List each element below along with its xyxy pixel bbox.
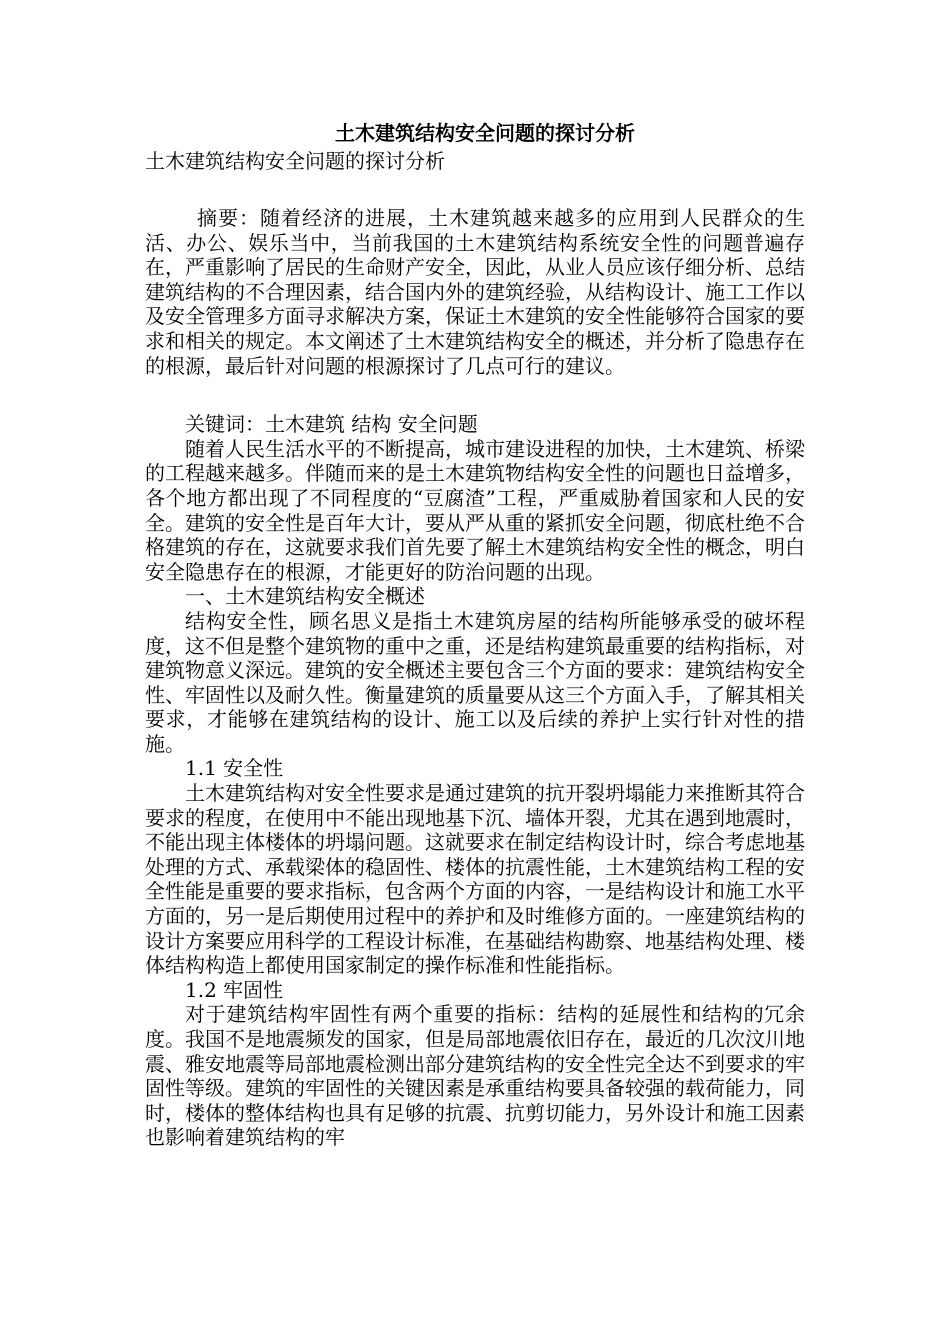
- intro-paragraph: 随着人民生活水平的不断提高，城市建设进程的加快，土木建筑、桥梁的工程越来越多。伴随而来的是土木建筑物结构安全性的问题也日益增多，各个地方都出现了不同程度的“豆腐渣”工程，严重威胁着国家和人民的安全。建筑的安全性是百年大计，要从严从重的紧抓安全问题，彻底杜绝不合格建筑的存在，这就要求我们首先要了解土木建筑结构安全性的概念，明白安全隐患存在的根源，才能更好的防治问题的出现。: [145, 436, 805, 584]
- section-1-2-paragraph: 对于建筑结构牢固性有两个重要的指标：结构的延展性和结构的冗余度。我国不是地震频发的国家，但是局部地震依旧存在，最近的几次汶川地震、雅安地震等局部地震检测出部分建筑结构的安全性完全达不到要求的牢固性等级。建筑的牢固性的关键因素是承重结构要具备较强的载荷能力，同时，楼体的整体结构也具有足够的抗震、抗剪切能力，另外设计和施工因素也影响着建筑结构的牢: [145, 1002, 805, 1150]
- document-page: [145, 118, 805, 1150]
- keywords-line: 关键词：土木建筑 结构 安全问题: [185, 412, 478, 437]
- section-1-2-heading: 1.2 牢固性: [185, 977, 284, 1002]
- spacer: [145, 174, 805, 206]
- spacer: [145, 378, 805, 412]
- section-1-paragraph: 结构安全性，顾名思义是指土木建筑房屋的结构所能够承受的破坏程度，这不但是整个建筑物的重中之重，还是结构建筑最重要的结构指标，对建筑物意义深远。建筑的安全概述主要包含三个方面的要求：建筑结构安全性、牢固性以及耐久性。衡量建筑的质量要从这三个方面入手，了解其相关要求，才能够在建筑结构的设计、施工以及后续的养护上实行针对性的措施。: [145, 608, 805, 756]
- section-1-heading: 一、土木建筑结构安全概述: [185, 584, 425, 609]
- section-1-1-paragraph: 土木建筑结构对安全性要求是通过建筑的抗开裂坍塌能力来推断其符合要求的程度，在使用中不能出现地基下沉、墙体开裂，尤其在遇到地震时，不能出现主体楼体的坍塌问题。这就要求在制定结构设计时，综合考虑地基处理的方式、承载梁体的稳固性、楼体的抗震性能，土木建筑结构工程的安全性能是重要的要求指标，包含两个方面的内容，一是结构设计和施工水平方面的，另一是后期使用过程中的养护和及时维修方面的。一座建筑结构的设计方案要应用科学的工程设计标准，在基础结构勘察、地基结构处理、楼体结构构造上都使用国家制定的操作标准和性能指标。: [145, 781, 805, 978]
- document-title: 土木建筑结构安全问题的探讨分析: [335, 121, 635, 145]
- abstract-paragraph: 摘要：随着经济的进展，土木建筑越来越多的应用到人民群众的生活、办公、娱乐当中，当前我国的土木建筑结构系统安全性的问题普遍存在，严重影响了居民的生命财产安全，因此，从业人员应该仔细分析、总结建筑结构的不合理因素，结合国内外的建筑经验，从结构设计、施工工作以及安全管理多方面寻求解决方案，保证土木建筑的安全性能够符合国家的要求和相关的规定。本文阐述了土木建筑结构安全的概述，并分析了隐患存在的根源，最后针对问题的根源探讨了几点可行的建议。: [145, 206, 805, 378]
- section-1-1-heading: 1.1 安全性: [185, 756, 284, 781]
- document-subtitle: 土木建筑结构安全问题的探讨分析: [145, 149, 445, 173]
